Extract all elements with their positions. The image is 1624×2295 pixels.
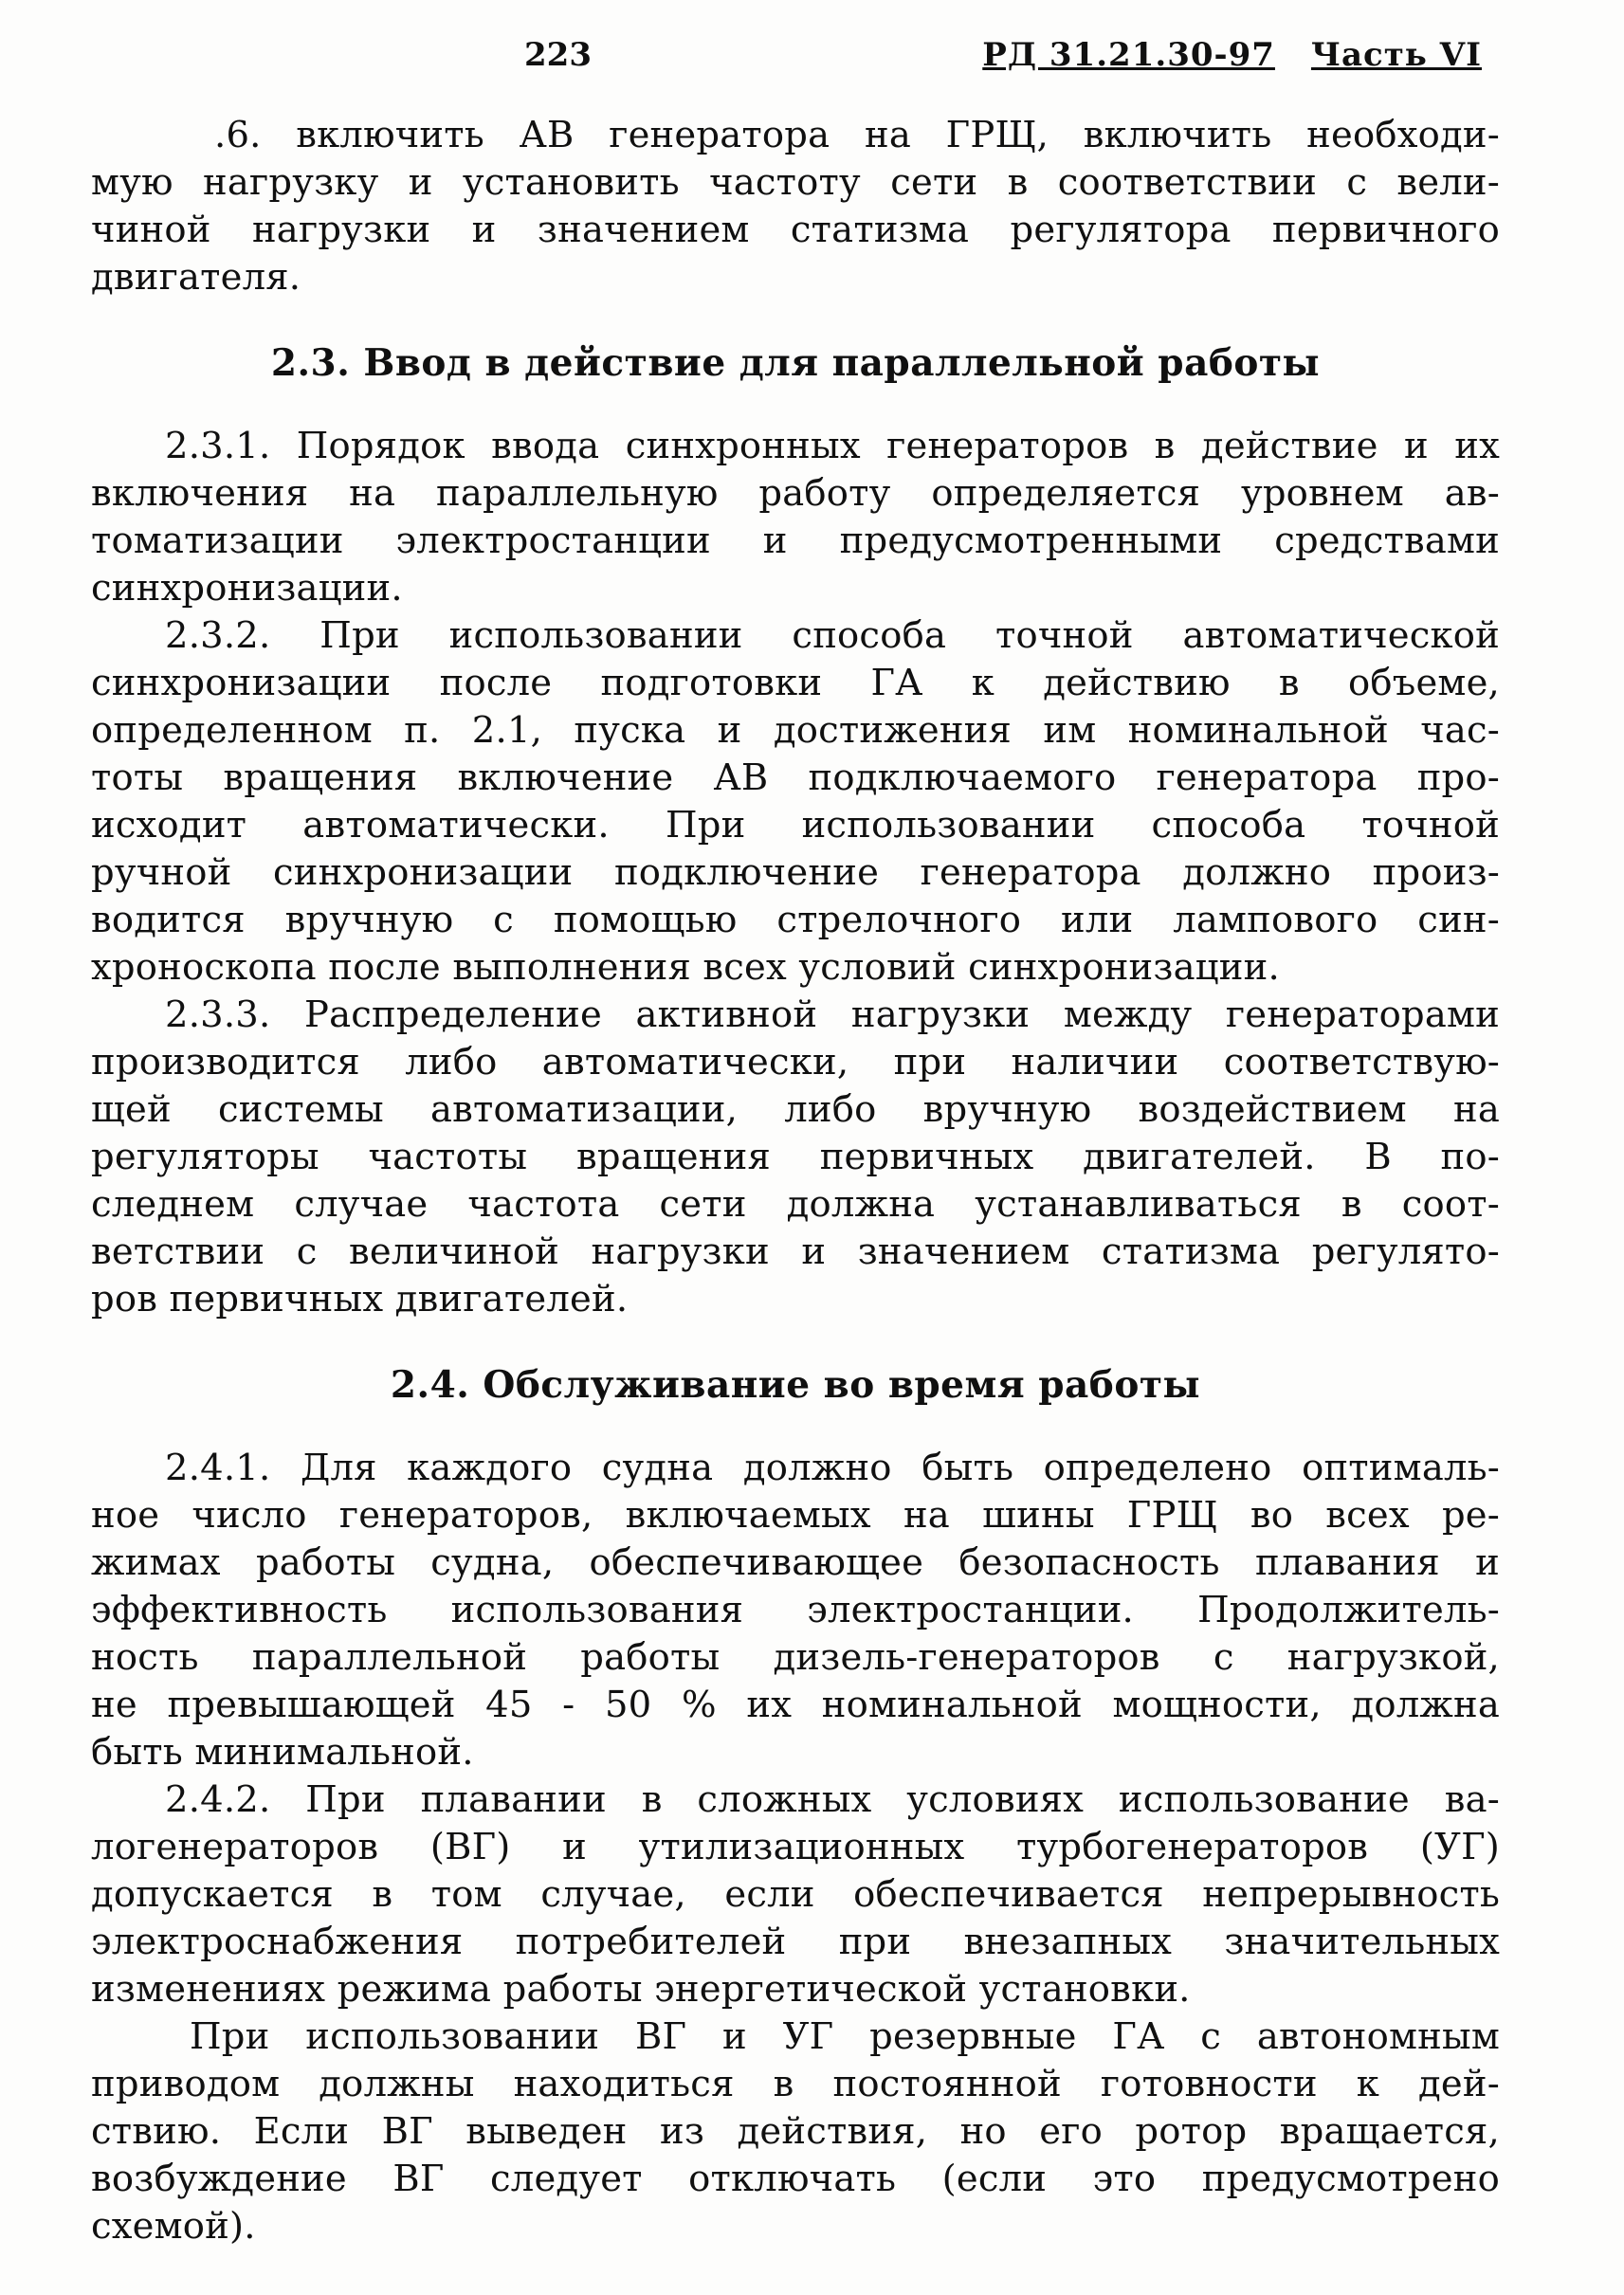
text-line: чиной нагрузки и значением статизма регулятора первичного [91, 209, 1500, 251]
text-line: регуляторы частоты вращения первичных двигателей. В по- [91, 1136, 1500, 1178]
paragraph-item-6 [91, 112, 1500, 301]
paragraph-2-3-3 [91, 992, 1500, 1323]
text-line: логенераторов (ВГ) и утилизационных турбогенераторов (УГ) [91, 1826, 1500, 1868]
text-line: 2.4.1. Для каждого судна должно быть определено оптималь- [165, 1447, 1500, 1489]
page-number: 223 [524, 36, 592, 74]
text-line: ручной синхронизации подключение генератора должно произ- [91, 851, 1500, 894]
text-line: исходит автоматически. При использовании способа точной [91, 804, 1500, 847]
text-line: мую нагрузку и установить частоту сети в соответствии с вели- [91, 161, 1500, 204]
text-line: не превышающей 45 - 50 % их номинальной мощности, должна [91, 1684, 1500, 1726]
document-reference [982, 36, 1482, 74]
text-line: ветствии с величиной нагрузки и значением статизма регулято- [91, 1230, 1500, 1273]
text-line: ность параллельной работы дизель-генераторов с нагрузкой, [91, 1636, 1500, 1679]
paragraph-2-4-2-continued [91, 2013, 1500, 2250]
text-line: ное число генераторов, включаемых на шины ГРЩ во всех ре- [91, 1494, 1500, 1537]
text-line: эффективность использования электростанции. Продолжитель- [91, 1589, 1500, 1631]
text-line: синхронизации после подготовки ГА к действию в объеме, [91, 662, 1500, 704]
text-line: хроноскопа после выполнения всех условий синхронизации. [91, 946, 1280, 989]
text-line: производится либо автоматически, при наличии соответствую- [91, 1041, 1500, 1084]
text-line: 2.3.3. Распределение активной нагрузки между генераторами [165, 993, 1500, 1036]
text-line: 2.4.2. При плавании в сложных условиях использование ва- [165, 1778, 1500, 1821]
text-line: электроснабжения потребителей при внезапных значительных [91, 1921, 1500, 1963]
document-part: Часть VI [1310, 36, 1482, 74]
text-line: 2.3.1. Порядок ввода синхронных генераторов в действие и их [165, 425, 1500, 467]
text-line: возбуждение ВГ следует отключать (если это предусмотрено [91, 2158, 1500, 2200]
text-line: двигателя. [91, 256, 301, 299]
text-line: водится вручную с помощью стрелочного или лампового син- [91, 899, 1500, 941]
section-heading-2-4: 2.4. Обслуживание во время работы [390, 1363, 1201, 1407]
text-line: При использовании ВГ и УГ резервные ГА с автономным [190, 2015, 1500, 2058]
text-line: тоты вращения включение АВ подключаемого генератора про- [91, 756, 1500, 799]
document-number: РД 31.21.30-97 [982, 36, 1275, 74]
text-line: допускается в том случае, если обеспечивается непрерывность [91, 1873, 1500, 1916]
text-line: изменениях режима работы энергетической установки. [91, 1968, 1191, 2011]
text-line: определенном п. 2.1, пуска и достижения им номинальной час- [91, 709, 1500, 752]
text-line: жимах работы судна, обеспечивающее безопасность плавания и [91, 1541, 1500, 1584]
text-line: быть минимальной. [91, 1731, 474, 1774]
text-line: включения на параллельную работу определяется уровнем ав- [91, 472, 1500, 515]
paragraph-2-4-1 [91, 1445, 1500, 1776]
text-line: схемой). [91, 2205, 256, 2248]
document-body [91, 112, 1500, 2250]
paragraph-2-3-2 [91, 612, 1500, 992]
paragraph-2-3-1 [91, 423, 1500, 612]
text-line: ров первичных двигателей. [91, 1278, 629, 1321]
section-heading-2-3: 2.3. Ввод в действие для параллельной работы [270, 341, 1321, 385]
text-line: следнем случае частота сети должна устанавливаться в соот- [91, 1183, 1500, 1226]
paragraph-2-4-2 [91, 1776, 1500, 2013]
text-line: ствию. Если ВГ выведен из действия, но его ротор вращается, [91, 2110, 1500, 2153]
text-line: томатизации электростанции и предусмотренными средствами [91, 519, 1500, 562]
running-head [0, 36, 1624, 93]
text-line: 2.3.2. При использовании способа точной автоматической [165, 614, 1500, 657]
text-line: синхронизации. [91, 567, 403, 610]
text-line: приводом должны находиться в постоянной готовности к дей- [91, 2063, 1500, 2105]
text-line: .6. включить АВ генератора на ГРЩ, включить необходи- [214, 114, 1500, 156]
text-line: щей системы автоматизации, либо вручную воздействием на [91, 1088, 1500, 1131]
